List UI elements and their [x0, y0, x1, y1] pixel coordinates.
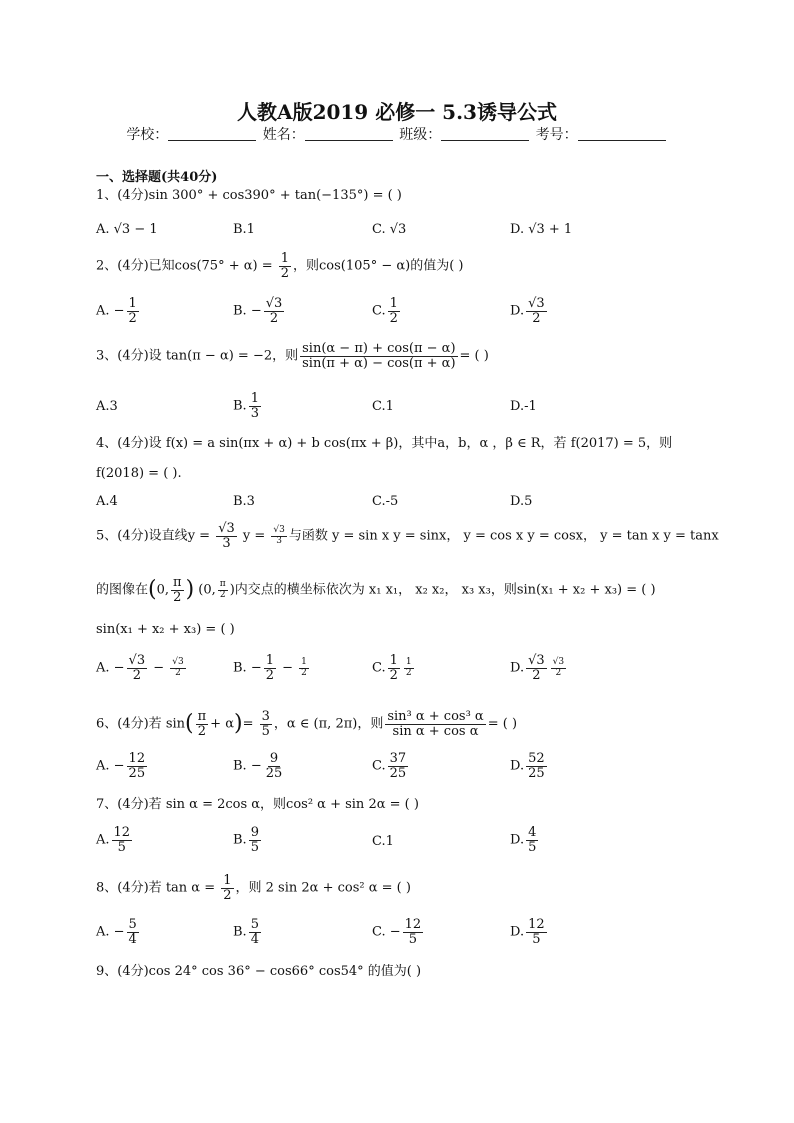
q4-option-a[interactable]: A.4 — [96, 494, 118, 509]
q5-y1: y = — [187, 528, 215, 544]
q6-inner-den: 2 — [197, 723, 207, 739]
q3-text-pre: 3、(4分)设 tan(π − α) = −2，则 — [96, 348, 299, 364]
q5-pi-den: 2 — [173, 589, 182, 605]
q6-c-label: C. — [372, 758, 386, 774]
q6-c-num: 37 — [389, 751, 407, 766]
q8-b-label: B. — [233, 924, 247, 940]
q5-d-num-small: √3 — [552, 657, 565, 668]
q7-option-a[interactable] — [96, 826, 134, 854]
q6-a-den: 25 — [128, 765, 146, 781]
name-field[interactable] — [305, 126, 393, 141]
q5-c-num: 1 — [389, 653, 398, 668]
q5-interval-a: 0, — [156, 582, 170, 598]
q6-text-post: = ( ) — [487, 716, 518, 732]
section-heading: 一、选择题(共40分) — [96, 170, 218, 185]
q4-option-b[interactable]: B.3 — [233, 494, 255, 509]
q5-a-den: 2 — [132, 667, 141, 683]
q5-b-den-small: 2 — [301, 667, 307, 678]
question-6-stem: 6、(4分)若 sin( $\frac{\pi}{2}$ + α)= $\frac{3}{5}$ ，α ∈ (π, 2π)，则 $\frac{\text{sin³ α + cos³ α}}{\text{sin α + cos α}}$ = ( ) — [96, 709, 518, 739]
q2-b-den: 2 — [269, 310, 279, 326]
question-5-stem-line3: sin(x₁ + x₂ + x₃) = ( ) — [96, 622, 235, 637]
q5-n1: √3 — [218, 521, 235, 536]
school-label: 学校： — [126, 127, 169, 143]
school-field[interactable] — [168, 126, 256, 141]
q5-c-den-small: 2 — [405, 667, 412, 678]
q6-d-label: D. — [510, 758, 525, 774]
q2-d-den: 2 — [532, 310, 541, 326]
q8-text-pre: 8、(4分)若 tan α = — [96, 880, 220, 896]
q5-b-label: B. − — [233, 660, 262, 676]
q5-a-num-small: √3 — [172, 657, 184, 668]
q5-b-num: 1 — [265, 653, 274, 668]
q8-option-c[interactable] — [372, 918, 425, 946]
q2-a-num: 1 — [128, 296, 137, 311]
q5-c-den: 2 — [389, 667, 398, 683]
id-field[interactable] — [578, 126, 666, 141]
q2-d-label: D. — [510, 303, 525, 319]
q3-option-a[interactable]: A.3 — [96, 399, 118, 414]
q2-a-den: 2 — [128, 310, 137, 326]
q6-b-label: B. − — [233, 758, 262, 774]
q7-b-num: 9 — [250, 825, 259, 840]
q5-line2-post: )内交点的横坐标依次为 x₁ x₁， x₂ x₂， x₃ x₃，则sin(x₁ + x₂ + x₃) = ( ) — [229, 582, 656, 598]
question-5-stem-line2: 的图像在(0, $\frac{\pi}{2}$ ) (0, $\frac{\pi}{2}$ )内交点的横坐标依次为 x₁ x₁， x₂ x₂， x₃ x₃，则sin(x₁ + x₂ + x₃) = ( ) — [96, 575, 656, 605]
q2-c-den: 2 — [389, 310, 398, 326]
q1-option-c[interactable]: C. √3 — [372, 222, 407, 237]
q7-a-label: A. — [96, 832, 110, 848]
q8-option-b[interactable] — [233, 918, 263, 946]
q5-n2: √3 — [273, 525, 285, 536]
question-4-stem-line2: f(2018) = ( ). — [96, 466, 182, 481]
question-1-stem: 1、(4分)sin 300° + cos390° + tan(−135°) = ( ) — [96, 188, 402, 203]
q5-option-c[interactable] — [372, 654, 416, 682]
q6-den: 5 — [261, 723, 270, 739]
q5-text-post: 与函数 y = sin x y = sinx， y = cos x y = cosx， y = tan x y = tanx — [288, 528, 719, 544]
q1-option-d[interactable]: D. √3 + 1 — [510, 222, 573, 237]
student-info-line — [0, 124, 794, 144]
q8-option-a[interactable] — [96, 918, 141, 946]
q5-line2-pre: 的图像在 — [96, 582, 149, 598]
q2-option-a[interactable] — [96, 297, 141, 325]
q3-b-den: 3 — [250, 405, 259, 421]
q8-d-num: 12 — [528, 917, 545, 932]
q6-b-den: 25 — [265, 765, 283, 781]
q8-d-label: D. — [510, 924, 525, 940]
q5-b-den: 2 — [265, 667, 274, 683]
q5-b-num-small: 1 — [301, 657, 307, 668]
q5-d-den: 2 — [532, 667, 541, 683]
question-2-stem — [96, 252, 463, 280]
q2-a-label: A. − — [96, 303, 125, 319]
q5-a-num: √3 — [128, 653, 146, 668]
q3-option-c[interactable]: C.1 — [372, 399, 394, 414]
q2-c-label: C. — [372, 303, 386, 319]
q8-c-label: C. − — [372, 924, 401, 940]
q3-num: sin(α − π) + cos(π − α) — [302, 341, 456, 356]
q8-a-num: 5 — [128, 917, 137, 932]
q8-num: 1 — [223, 873, 232, 888]
q6-text-pre: 6、(4分)若 sin — [96, 716, 186, 732]
q2-option-d[interactable] — [510, 297, 549, 325]
q6-inner-num: π — [197, 709, 207, 724]
q7-option-c[interactable]: C.1 — [372, 834, 394, 849]
q7-d-label: D. — [510, 832, 525, 848]
q6-c-den: 25 — [389, 765, 407, 781]
q6-d-num: 52 — [528, 751, 545, 766]
q7-b-label: B. — [233, 832, 247, 848]
q5-option-d[interactable] — [510, 654, 568, 682]
q2-text-pre: 2、(4分)已知cos(75° + α) = — [96, 258, 277, 274]
q5-c-label: C. — [372, 660, 386, 676]
q8-c-den: 5 — [408, 931, 418, 947]
question-4-stem-line1: 4、(4分)设 f(x) = a sin(πx + α) + b cos(πx + β)，其中a，b，α ，β ∈ R，若 f(2017) = 5，则 — [96, 436, 673, 451]
q1-option-a[interactable]: A. √3 − 1 — [96, 222, 158, 237]
q8-a-den: 4 — [128, 931, 137, 947]
q5-d1: 3 — [222, 535, 231, 551]
name-label: 姓名： — [262, 127, 305, 143]
q8-text-post: ，则 2 sin 2α + cos² α = ( ) — [235, 880, 411, 896]
q3-text-post: = ( ) — [459, 348, 489, 364]
q7-option-d[interactable] — [510, 826, 540, 854]
q5-pi-num-small: π — [219, 579, 226, 590]
q5-interval-b: (0, — [198, 582, 216, 598]
q6-equals: = — [242, 716, 258, 732]
q7-a-den: 5 — [117, 839, 126, 855]
q8-c-num: 12 — [404, 917, 422, 932]
q8-den: 2 — [223, 887, 232, 903]
q7-a-num: 12 — [113, 825, 131, 840]
q8-option-d[interactable] — [510, 918, 549, 946]
question-7-stem: 7、(4分)若 sin α = 2cos α，则cos² α + sin 2α = ( ) — [96, 797, 419, 812]
q7-d-den: 5 — [528, 839, 537, 855]
question-9-stem: 9、(4分)cos 24° cos 36° − cos66° cos54° 的值为( ) — [96, 964, 422, 979]
q5-c-num-small: 1 — [405, 657, 412, 668]
q2-b-label: B. − — [233, 303, 262, 319]
q8-b-den: 4 — [250, 931, 259, 947]
q6-option-b[interactable] — [233, 752, 286, 780]
q5-option-b[interactable]: B. − $\frac{1}{2}$ − $\frac{1}{2}$ — [233, 653, 307, 683]
q7-option-b[interactable] — [233, 826, 263, 854]
q5-y2: y = — [238, 528, 270, 544]
q8-d-den: 5 — [532, 931, 541, 947]
q3-option-d[interactable]: D.-1 — [510, 399, 537, 414]
q5-d-num: √3 — [528, 653, 545, 668]
id-label: 考号： — [535, 127, 578, 143]
q6-a-label: A. − — [96, 758, 125, 774]
q6-plus-alpha: + α — [210, 716, 234, 732]
q6-d-den: 25 — [528, 765, 545, 781]
q2-b-num: √3 — [265, 296, 283, 311]
class-label: 班级： — [399, 127, 442, 143]
question-5-stem-line1 — [96, 522, 719, 550]
q7-d-num: 4 — [528, 825, 537, 840]
q5-option-a[interactable]: A. − $\frac{√3}{2}$ − $\frac{√3}{2}$ — [96, 653, 184, 683]
page-title: 人教A版2019 必修一 5.3诱导公式 — [237, 100, 557, 124]
q2-option-b[interactable] — [233, 297, 286, 325]
q2-d-num: √3 — [528, 296, 545, 311]
q3-den: sin(π + α) − cos(π + α) — [302, 355, 456, 371]
q4-option-d[interactable]: D.5 — [510, 494, 533, 509]
q3-b-label: B. — [233, 398, 247, 414]
q8-b-num: 5 — [250, 917, 259, 932]
q2-num: 1 — [280, 251, 290, 266]
q6-num: 3 — [261, 709, 270, 724]
q6-option-a[interactable] — [96, 752, 149, 780]
q5-a-den-small: 2 — [175, 667, 181, 678]
q2-fraction — [279, 252, 291, 280]
q6-frac-den: sin α + cos α — [392, 723, 479, 739]
q3-b-num: 1 — [250, 391, 259, 406]
q2-c-num: 1 — [389, 296, 398, 311]
q2-option-c[interactable] — [372, 297, 402, 325]
q5-d2: 3 — [276, 535, 282, 546]
q2-text-post: ，则cos(105° − α)的值为( ) — [293, 258, 464, 274]
q2-den: 2 — [280, 265, 290, 281]
q5-pi-num: π — [173, 575, 182, 590]
question-8-stem — [96, 874, 411, 902]
q5-text-pre: 5、(4分)设直线 — [96, 528, 188, 544]
q5-d-label: D. — [510, 660, 525, 676]
q6-frac-num: sin³ α + cos³ α — [387, 709, 484, 724]
q6-a-num: 12 — [128, 751, 146, 766]
q1-option-b[interactable]: B.1 — [233, 222, 255, 237]
q6-text-mid: ，α ∈ (π, 2π)，则 — [273, 716, 384, 732]
question-3-stem — [96, 342, 489, 370]
q7-b-den: 5 — [250, 839, 259, 855]
q6-option-c[interactable] — [372, 752, 410, 780]
q3-option-b[interactable] — [233, 392, 263, 420]
q6-b-num: 9 — [269, 751, 279, 766]
q6-option-d[interactable] — [510, 752, 549, 780]
q3-fraction — [300, 342, 457, 370]
q5-d-den-small: 2 — [555, 667, 562, 678]
q4-option-c[interactable]: C.-5 — [372, 494, 399, 509]
q5-pi-den-small: 2 — [219, 589, 226, 600]
class-field[interactable] — [441, 126, 529, 141]
q5-a-label: A. − — [96, 660, 125, 676]
q8-a-label: A. − — [96, 924, 125, 940]
